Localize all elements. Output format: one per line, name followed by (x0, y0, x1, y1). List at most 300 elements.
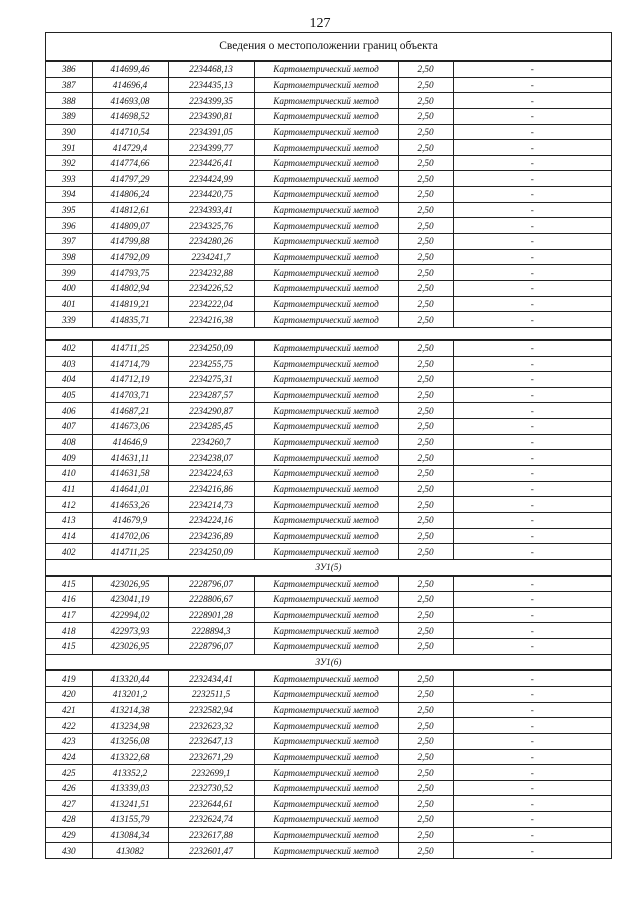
method-cell: Картометрический метод (254, 77, 398, 93)
table-row (46, 403, 611, 419)
table-row (46, 592, 611, 608)
description-cell: - (453, 340, 611, 356)
method-cell: Картометрический метод (254, 155, 398, 171)
x-coordinate-cell: 414631,11 (92, 450, 168, 466)
accuracy-cell: 2,50 (398, 607, 453, 623)
method-cell: Картометрический метод (254, 187, 398, 203)
x-coordinate-cell: 423026,95 (92, 639, 168, 655)
description-cell: - (453, 812, 611, 828)
description-cell: - (453, 827, 611, 843)
accuracy-cell: 2,50 (398, 623, 453, 639)
coordinate-blocks (46, 61, 611, 859)
table-row (46, 202, 611, 218)
accuracy-cell: 2,50 (398, 592, 453, 608)
x-coordinate-cell: 414812,61 (92, 202, 168, 218)
method-cell: Картометрический метод (254, 623, 398, 639)
accuracy-cell: 2,50 (398, 796, 453, 812)
method-cell: Картометрический метод (254, 497, 398, 513)
table-row (46, 62, 611, 78)
x-coordinate-cell: 414631,58 (92, 466, 168, 482)
y-coordinate-cell: 2234250,09 (168, 340, 254, 356)
description-cell: - (453, 780, 611, 796)
description-cell: - (453, 403, 611, 419)
description-cell: - (453, 481, 611, 497)
point-number-cell: 396 (46, 218, 92, 234)
x-coordinate-cell: 413322,68 (92, 749, 168, 765)
x-coordinate-cell: 414799,88 (92, 234, 168, 250)
point-number-cell: 429 (46, 827, 92, 843)
method-cell: Картометрический метод (254, 718, 398, 734)
table-row (46, 265, 611, 281)
y-coordinate-cell: 2234275,31 (168, 372, 254, 388)
x-coordinate-cell: 413214,38 (92, 702, 168, 718)
method-cell: Картометрический метод (254, 434, 398, 450)
description-cell: - (453, 218, 611, 234)
table-row (46, 749, 611, 765)
y-coordinate-cell: 2234393,41 (168, 202, 254, 218)
table-row (46, 718, 611, 734)
point-number-cell: 339 (46, 312, 92, 328)
accuracy-cell: 2,50 (398, 497, 453, 513)
accuracy-cell: 2,50 (398, 187, 453, 203)
point-number-cell: 409 (46, 450, 92, 466)
point-number-cell: 410 (46, 466, 92, 482)
point-number-cell: 390 (46, 124, 92, 140)
x-coordinate-cell: 414835,71 (92, 312, 168, 328)
table-row (46, 497, 611, 513)
point-number-cell: 430 (46, 843, 92, 859)
table-row (46, 187, 611, 203)
y-coordinate-cell: 2232644,61 (168, 796, 254, 812)
y-coordinate-cell: 2234216,38 (168, 312, 254, 328)
accuracy-cell: 2,50 (398, 202, 453, 218)
table-row (46, 796, 611, 812)
x-coordinate-cell: 414729,4 (92, 140, 168, 156)
table-row (46, 218, 611, 234)
table-row (46, 765, 611, 781)
x-coordinate-cell: 414696,4 (92, 77, 168, 93)
accuracy-cell: 2,50 (398, 312, 453, 328)
y-coordinate-cell: 2234260,7 (168, 434, 254, 450)
table-row (46, 812, 611, 828)
block-spacer (46, 328, 611, 340)
description-cell: - (453, 749, 611, 765)
table-row (46, 623, 611, 639)
y-coordinate-cell: 2234216,86 (168, 481, 254, 497)
x-coordinate-cell: 414679,9 (92, 512, 168, 528)
point-number-cell: 415 (46, 576, 92, 592)
description-cell: - (453, 733, 611, 749)
method-cell: Картометрический метод (254, 202, 398, 218)
y-coordinate-cell: 2234420,75 (168, 187, 254, 203)
accuracy-cell: 2,50 (398, 749, 453, 765)
accuracy-cell: 2,50 (398, 718, 453, 734)
x-coordinate-cell: 413352,2 (92, 765, 168, 781)
description-cell: - (453, 202, 611, 218)
y-coordinate-cell: 2234280,26 (168, 234, 254, 250)
table-row (46, 702, 611, 718)
table-row (46, 387, 611, 403)
point-number-cell: 403 (46, 356, 92, 372)
method-cell: Картометрический метод (254, 528, 398, 544)
table-row (46, 140, 611, 156)
point-number-cell: 398 (46, 249, 92, 265)
y-coordinate-cell: 2234424,99 (168, 171, 254, 187)
description-cell: - (453, 671, 611, 687)
y-coordinate-cell: 2234287,57 (168, 387, 254, 403)
x-coordinate-cell: 422994,02 (92, 607, 168, 623)
method-cell: Картометрический метод (254, 592, 398, 608)
accuracy-cell: 2,50 (398, 218, 453, 234)
y-coordinate-cell: 2234224,16 (168, 512, 254, 528)
y-coordinate-cell: 2234224,63 (168, 466, 254, 482)
description-cell: - (453, 187, 611, 203)
x-coordinate-cell: 414711,25 (92, 544, 168, 560)
coordinates-table (46, 61, 611, 328)
accuracy-cell: 2,50 (398, 419, 453, 435)
accuracy-cell: 2,50 (398, 450, 453, 466)
description-cell: - (453, 296, 611, 312)
description-cell: - (453, 702, 611, 718)
description-cell: - (453, 387, 611, 403)
accuracy-cell: 2,50 (398, 340, 453, 356)
y-coordinate-cell: 2232511,5 (168, 686, 254, 702)
table-row (46, 249, 611, 265)
method-cell: Картометрический метод (254, 62, 398, 78)
accuracy-cell: 2,50 (398, 544, 453, 560)
method-cell: Картометрический метод (254, 812, 398, 828)
accuracy-cell: 2,50 (398, 124, 453, 140)
accuracy-cell: 2,50 (398, 372, 453, 388)
description-cell: - (453, 77, 611, 93)
table-row (46, 356, 611, 372)
description-cell: - (453, 623, 611, 639)
y-coordinate-cell: 2234226,52 (168, 280, 254, 296)
x-coordinate-cell: 423041,19 (92, 592, 168, 608)
description-cell: - (453, 155, 611, 171)
description-cell: - (453, 140, 611, 156)
method-cell: Картометрический метод (254, 265, 398, 281)
method-cell: Картометрический метод (254, 466, 398, 482)
point-number-cell: 402 (46, 544, 92, 560)
point-number-cell: 387 (46, 77, 92, 93)
description-cell: - (453, 765, 611, 781)
y-coordinate-cell: 2234435,13 (168, 77, 254, 93)
table-row (46, 671, 611, 687)
method-cell: Картометрический метод (254, 340, 398, 356)
table-row (46, 93, 611, 109)
y-coordinate-cell: 2228796,07 (168, 576, 254, 592)
y-coordinate-cell: 2228806,67 (168, 592, 254, 608)
point-number-cell: 389 (46, 108, 92, 124)
accuracy-cell: 2,50 (398, 62, 453, 78)
x-coordinate-cell: 413155,79 (92, 812, 168, 828)
method-cell: Картометрический метод (254, 372, 398, 388)
point-number-cell: 428 (46, 812, 92, 828)
description-cell: - (453, 372, 611, 388)
point-number-cell: 417 (46, 607, 92, 623)
x-coordinate-cell: 414698,52 (92, 108, 168, 124)
y-coordinate-cell: 2232647,13 (168, 733, 254, 749)
point-number-cell: 411 (46, 481, 92, 497)
accuracy-cell: 2,50 (398, 843, 453, 859)
point-number-cell: 423 (46, 733, 92, 749)
x-coordinate-cell: 414802,94 (92, 280, 168, 296)
description-cell: - (453, 434, 611, 450)
method-cell: Картометрический метод (254, 686, 398, 702)
method-cell: Картометрический метод (254, 544, 398, 560)
y-coordinate-cell: 2234236,89 (168, 528, 254, 544)
page-number: 127 (309, 16, 331, 31)
method-cell: Картометрический метод (254, 249, 398, 265)
table-row (46, 434, 611, 450)
method-cell: Картометрический метод (254, 796, 398, 812)
point-number-cell: 412 (46, 497, 92, 513)
table-row (46, 296, 611, 312)
table-row (46, 843, 611, 859)
x-coordinate-cell: 414703,71 (92, 387, 168, 403)
method-cell: Картометрический метод (254, 124, 398, 140)
y-coordinate-cell: 2234241,7 (168, 249, 254, 265)
method-cell: Картометрический метод (254, 387, 398, 403)
x-coordinate-cell: 423026,95 (92, 576, 168, 592)
accuracy-cell: 2,50 (398, 827, 453, 843)
point-number-cell: 391 (46, 140, 92, 156)
table-row (46, 481, 611, 497)
x-coordinate-cell: 414806,24 (92, 187, 168, 203)
description-cell: - (453, 576, 611, 592)
method-cell: Картометрический метод (254, 356, 398, 372)
y-coordinate-cell: 2232624,74 (168, 812, 254, 828)
x-coordinate-cell: 414693,08 (92, 93, 168, 109)
method-cell: Картометрический метод (254, 843, 398, 859)
accuracy-cell: 2,50 (398, 171, 453, 187)
x-coordinate-cell: 413320,44 (92, 671, 168, 687)
description-cell: - (453, 639, 611, 655)
table-row (46, 607, 611, 623)
x-coordinate-cell: 413339,03 (92, 780, 168, 796)
y-coordinate-cell: 2232434,41 (168, 671, 254, 687)
y-coordinate-cell: 2232671,29 (168, 749, 254, 765)
y-coordinate-cell: 2234238,07 (168, 450, 254, 466)
method-cell: Картометрический метод (254, 450, 398, 466)
method-cell: Картометрический метод (254, 576, 398, 592)
method-cell: Картометрический метод (254, 218, 398, 234)
y-coordinate-cell: 2232601,47 (168, 843, 254, 859)
description-cell: - (453, 497, 611, 513)
y-coordinate-cell: 2232730,52 (168, 780, 254, 796)
y-coordinate-cell: 2234468,13 (168, 62, 254, 78)
description-cell: - (453, 265, 611, 281)
y-coordinate-cell: 2234232,88 (168, 265, 254, 281)
point-number-cell: 421 (46, 702, 92, 718)
y-coordinate-cell: 2234325,76 (168, 218, 254, 234)
point-number-cell: 419 (46, 671, 92, 687)
point-number-cell: 425 (46, 765, 92, 781)
point-number-cell: 402 (46, 340, 92, 356)
description-cell: - (453, 686, 611, 702)
accuracy-cell: 2,50 (398, 140, 453, 156)
method-cell: Картометрический метод (254, 481, 398, 497)
point-number-cell: 420 (46, 686, 92, 702)
x-coordinate-cell: 414797,29 (92, 171, 168, 187)
x-coordinate-cell: 414702,06 (92, 528, 168, 544)
accuracy-cell: 2,50 (398, 265, 453, 281)
point-number-cell: 393 (46, 171, 92, 187)
y-coordinate-cell: 2234285,45 (168, 419, 254, 435)
accuracy-cell: 2,50 (398, 403, 453, 419)
table-row (46, 108, 611, 124)
x-coordinate-cell: 414653,26 (92, 497, 168, 513)
table-row (46, 827, 611, 843)
method-cell: Картометрический метод (254, 639, 398, 655)
y-coordinate-cell: 2234290,87 (168, 403, 254, 419)
method-cell: Картометрический метод (254, 702, 398, 718)
description-cell: - (453, 108, 611, 124)
coordinates-table (46, 576, 611, 655)
table-row (46, 450, 611, 466)
table-row (46, 686, 611, 702)
x-coordinate-cell: 414646,9 (92, 434, 168, 450)
point-number-cell: 414 (46, 528, 92, 544)
x-coordinate-cell: 413084,34 (92, 827, 168, 843)
section-label: ЗУ1(6) (46, 655, 611, 671)
y-coordinate-cell: 2234390,81 (168, 108, 254, 124)
accuracy-cell: 2,50 (398, 671, 453, 687)
accuracy-cell: 2,50 (398, 466, 453, 482)
method-cell: Картометрический метод (254, 765, 398, 781)
y-coordinate-cell: 2232617,88 (168, 827, 254, 843)
description-cell: - (453, 843, 611, 859)
accuracy-cell: 2,50 (398, 733, 453, 749)
table-row (46, 528, 611, 544)
x-coordinate-cell: 413201,2 (92, 686, 168, 702)
point-number-cell: 392 (46, 155, 92, 171)
accuracy-cell: 2,50 (398, 576, 453, 592)
method-cell: Картометрический метод (254, 234, 398, 250)
table-row (46, 780, 611, 796)
table-row (46, 576, 611, 592)
y-coordinate-cell: 2234391,05 (168, 124, 254, 140)
y-coordinate-cell: 2234426,41 (168, 155, 254, 171)
accuracy-cell: 2,50 (398, 512, 453, 528)
accuracy-cell: 2,50 (398, 528, 453, 544)
table-row (46, 419, 611, 435)
section-label: ЗУ1(5) (46, 560, 611, 576)
x-coordinate-cell: 414710,54 (92, 124, 168, 140)
y-coordinate-cell: 2234399,77 (168, 140, 254, 156)
point-number-cell: 404 (46, 372, 92, 388)
sheet-title: Сведения о местоположении границ объекта (46, 33, 611, 61)
point-number-cell: 427 (46, 796, 92, 812)
y-coordinate-cell: 2234214,73 (168, 497, 254, 513)
description-cell: - (453, 312, 611, 328)
x-coordinate-cell: 414809,07 (92, 218, 168, 234)
description-cell: - (453, 419, 611, 435)
method-cell: Картометрический метод (254, 733, 398, 749)
point-number-cell: 413 (46, 512, 92, 528)
table-row (46, 466, 611, 482)
table-row (46, 372, 611, 388)
y-coordinate-cell: 2234222,04 (168, 296, 254, 312)
boundary-coordinates-sheet (45, 32, 612, 859)
description-cell: - (453, 249, 611, 265)
description-cell: - (453, 796, 611, 812)
description-cell: - (453, 466, 611, 482)
point-number-cell: 388 (46, 93, 92, 109)
method-cell: Картометрический метод (254, 512, 398, 528)
accuracy-cell: 2,50 (398, 280, 453, 296)
point-number-cell: 415 (46, 639, 92, 655)
accuracy-cell: 2,50 (398, 249, 453, 265)
x-coordinate-cell: 414712,19 (92, 372, 168, 388)
method-cell: Картометрический метод (254, 312, 398, 328)
table-row (46, 280, 611, 296)
y-coordinate-cell: 2228894,3 (168, 623, 254, 639)
x-coordinate-cell: 414711,25 (92, 340, 168, 356)
description-cell: - (453, 124, 611, 140)
accuracy-cell: 2,50 (398, 780, 453, 796)
table-row (46, 234, 611, 250)
point-number-cell: 400 (46, 280, 92, 296)
description-cell: - (453, 512, 611, 528)
method-cell: Картометрический метод (254, 780, 398, 796)
x-coordinate-cell: 414699,46 (92, 62, 168, 78)
y-coordinate-cell: 2232623,32 (168, 718, 254, 734)
accuracy-cell: 2,50 (398, 639, 453, 655)
accuracy-cell: 2,50 (398, 356, 453, 372)
coordinates-table (46, 340, 611, 560)
table-row (46, 77, 611, 93)
x-coordinate-cell: 422973,93 (92, 623, 168, 639)
accuracy-cell: 2,50 (398, 702, 453, 718)
point-number-cell: 418 (46, 623, 92, 639)
y-coordinate-cell: 2228796,07 (168, 639, 254, 655)
description-cell: - (453, 356, 611, 372)
method-cell: Картометрический метод (254, 140, 398, 156)
y-coordinate-cell: 2234399,35 (168, 93, 254, 109)
table-row (46, 312, 611, 328)
accuracy-cell: 2,50 (398, 93, 453, 109)
x-coordinate-cell: 413241,51 (92, 796, 168, 812)
x-coordinate-cell: 414673,06 (92, 419, 168, 435)
table-row (46, 340, 611, 356)
description-cell: - (453, 93, 611, 109)
y-coordinate-cell: 2232699,1 (168, 765, 254, 781)
point-number-cell: 407 (46, 419, 92, 435)
x-coordinate-cell: 414641,01 (92, 481, 168, 497)
x-coordinate-cell: 413234,98 (92, 718, 168, 734)
accuracy-cell: 2,50 (398, 481, 453, 497)
accuracy-cell: 2,50 (398, 765, 453, 781)
point-number-cell: 395 (46, 202, 92, 218)
method-cell: Картометрический метод (254, 607, 398, 623)
description-cell: - (453, 544, 611, 560)
method-cell: Картометрический метод (254, 749, 398, 765)
method-cell: Картометрический метод (254, 403, 398, 419)
x-coordinate-cell: 413256,08 (92, 733, 168, 749)
point-number-cell: 397 (46, 234, 92, 250)
method-cell: Картометрический метод (254, 296, 398, 312)
table-row (46, 733, 611, 749)
x-coordinate-cell: 414774,66 (92, 155, 168, 171)
accuracy-cell: 2,50 (398, 77, 453, 93)
table-row (46, 155, 611, 171)
table-row (46, 639, 611, 655)
description-cell: - (453, 234, 611, 250)
description-cell: - (453, 607, 611, 623)
method-cell: Картометрический метод (254, 93, 398, 109)
